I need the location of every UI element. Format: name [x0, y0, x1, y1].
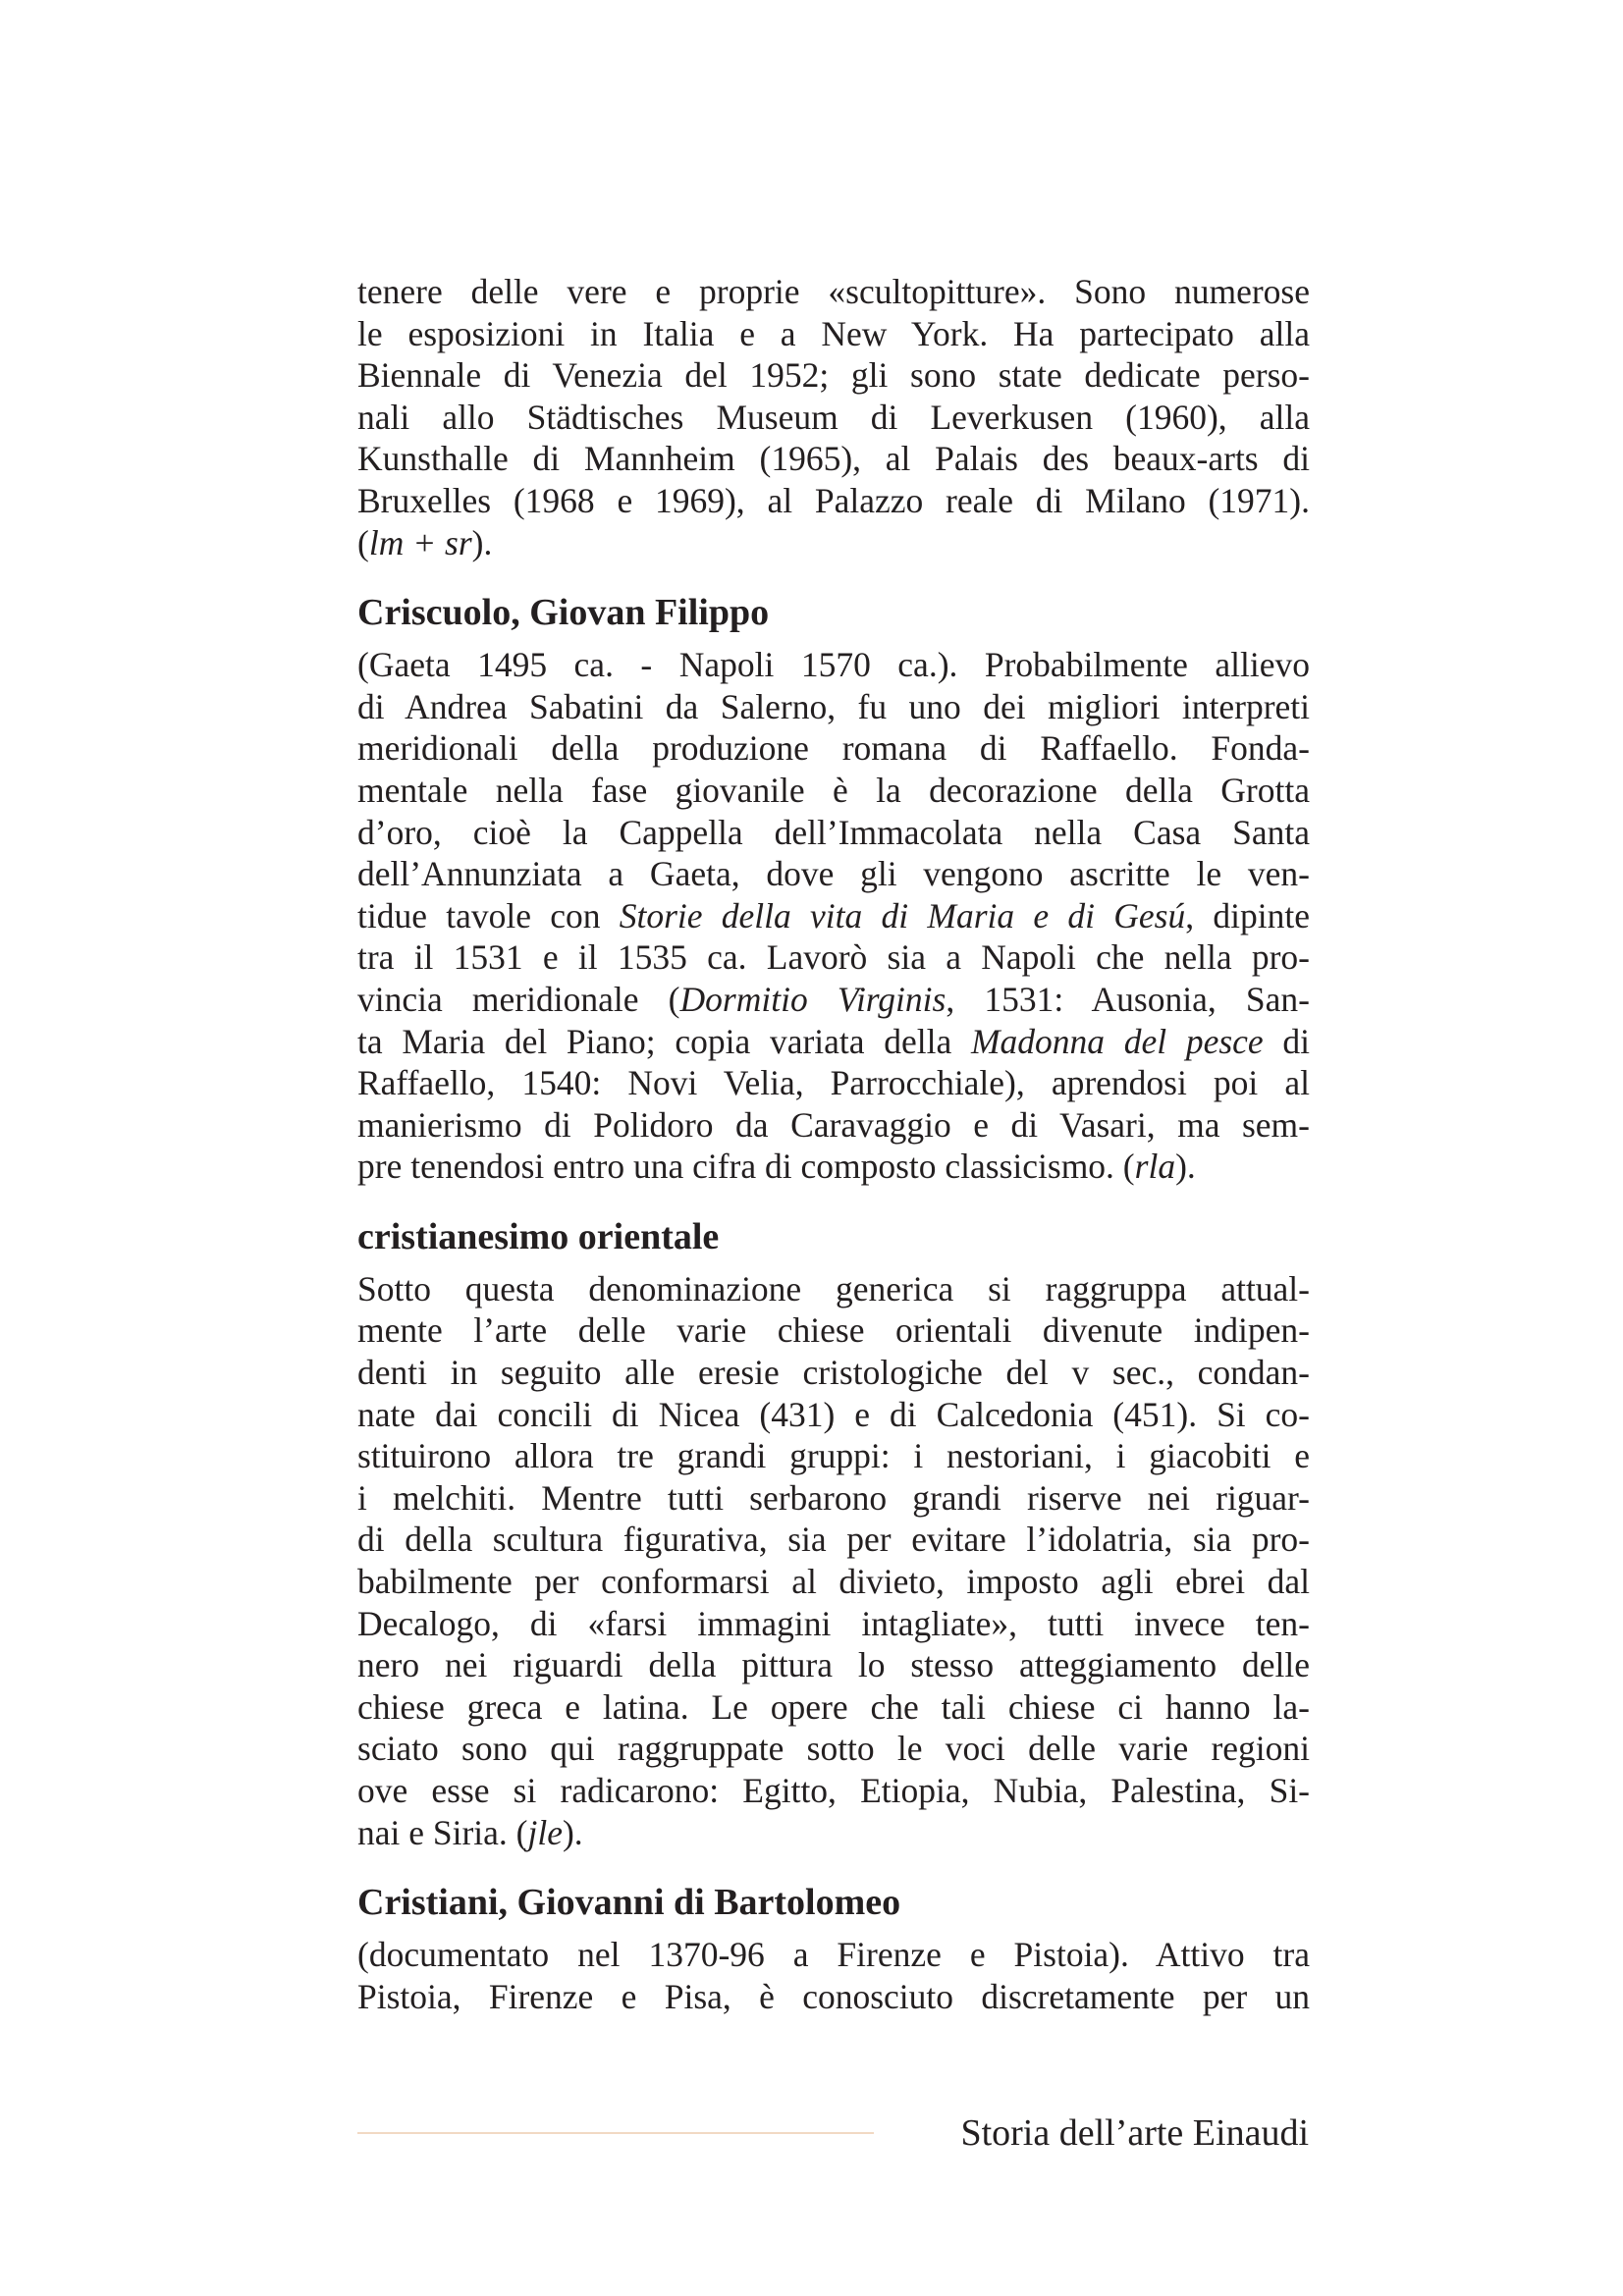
body-line: pre tenendosi entro una cifra di composto classicismo. (rla). — [357, 1147, 1196, 1187]
artwork-title: Storie della vita di Maria e di Gesú — [619, 895, 1186, 935]
body-line: sciato sono qui raggruppate sotto le voci delle varie regioni — [357, 1729, 1310, 1769]
intro-line: Biennale di Venezia del 1952; gli sono state dedicate perso- — [357, 355, 1310, 396]
body-line: Decalogo, di «farsi immagini intagliate», tutti invece ten- — [357, 1603, 1310, 1643]
body-line: nate dai concili di Nicea (431) e di Calcedonia (451). Si co- — [357, 1394, 1310, 1434]
text-column — [357, 271, 1310, 2017]
body-line: ove esse si radicarono: Egitto, Etiopia, Nubia, Palestina, Si- — [357, 1771, 1310, 1810]
entry-body-cristianesimo-orientale — [357, 1268, 1310, 1853]
entry-title-cristiani: Cristiani, Giovanni di Bartolomeo — [357, 1882, 901, 1924]
author-signature: rla — [1134, 1147, 1176, 1187]
body-line: ta Maria del Piano; copia variata della Madonna del pesce di — [357, 1021, 1310, 1061]
entry-title-cristianesimo-orientale: cristianesimo orientale — [357, 1215, 720, 1257]
body-line: di Andrea Sabatini da Salerno, fu uno dei migliori interpreti — [357, 686, 1310, 726]
body-line: babilmente per conformarsi al divieto, imposto agli ebrei dal — [357, 1562, 1310, 1602]
body-line: dell’Annunziata a Gaeta, dove gli vengono ascritte le ven- — [357, 854, 1310, 894]
footer-publication-title: Storia dell’arte Einaudi — [960, 2112, 1309, 2154]
author-signature: lm + sr — [368, 522, 472, 562]
intro-paragraph — [357, 271, 1310, 563]
entry-body-criscuolo — [357, 644, 1310, 1188]
body-line: chiese greca e latina. Le opere che tali chiese ci hanno la- — [357, 1686, 1310, 1727]
body-line: stituirono allora tre grandi gruppi: i nestoriani, i giacobiti e — [357, 1436, 1310, 1476]
artwork-title: Madonna del pesce — [970, 1021, 1264, 1061]
intro-line: le esposizioni in Italia e a New York. Ha partecipato alla — [357, 313, 1310, 353]
entry-title-criscuolo: Criscuolo, Giovan Filippo — [357, 592, 770, 634]
artwork-title: Dormitio Virginis — [679, 979, 947, 1019]
body-line: Raffaello, 1540: Novi Velia, Parrocchiale), aprendosi poi al — [357, 1063, 1310, 1103]
body-line: i melchiti. Mentre tutti serbarono grandi riserve nei riguar- — [357, 1477, 1310, 1518]
body-line: di della scultura figurativa, sia per evitare l’idolatria, sia pro- — [357, 1520, 1310, 1560]
body-line: tidue tavole con Storie della vita di Maria e di Gesú, dipinte — [357, 895, 1310, 935]
body-line: tra il 1531 e il 1535 ca. Lavorò sia a Napoli che nella pro- — [357, 937, 1310, 978]
body-line: Pistoia, Firenze e Pisa, è conosciuto discretamente per un — [357, 1976, 1310, 2016]
body-line: vincia meridionale (Dormitio Virginis, 1531: Ausonia, San- — [357, 979, 1311, 1019]
body-line: (Gaeta 1495 ca. - Napoli 1570 ca.). Probabilmente allievo — [357, 645, 1310, 685]
intro-line: tenere delle vere e proprie «scultopitture». Sono numerose — [357, 272, 1310, 311]
body-line: (documentato nel 1370-96 a Firenze e Pistoia). Attivo tra — [357, 1935, 1310, 1975]
body-line: nero nei riguardi della pittura lo stesso atteggiamento delle — [357, 1645, 1310, 1685]
intro-line: Bruxelles (1968 e 1969), al Palazzo reale di Milano (1971). — [357, 480, 1310, 520]
body-line: mente l’arte delle varie chiese orientali divenute indipen- — [357, 1310, 1310, 1351]
intro-signature-line: (lm + sr). — [357, 522, 493, 562]
intro-line: nali allo Städtisches Museum di Leverkusen (1960), alla — [357, 397, 1310, 437]
intro-line: Kunsthalle di Mannheim (1965), al Palais des beaux-arts di — [357, 439, 1310, 479]
author-signature: jle — [527, 1812, 563, 1852]
body-line: denti in seguito alle eresie cristologiche del v sec., condan- — [357, 1353, 1310, 1393]
body-line: nai e Siria. (jle). — [357, 1812, 583, 1852]
body-line: mentale nella fase giovanile è la decorazione della Grotta — [357, 770, 1310, 810]
body-line: d’oro, cioè la Cappella dell’Immacolata nella Casa Santa — [357, 812, 1310, 852]
body-line: manierismo di Polidoro da Caravaggio e di Vasari, ma sem- — [357, 1104, 1310, 1145]
footer-rule — [357, 2132, 874, 2134]
entry-body-cristiani — [357, 1934, 1310, 2017]
body-line: Sotto questa denominazione generica si raggruppa attual- — [357, 1268, 1310, 1308]
body-line: meridionali della produzione romana di Raffaello. Fonda- — [357, 728, 1310, 769]
